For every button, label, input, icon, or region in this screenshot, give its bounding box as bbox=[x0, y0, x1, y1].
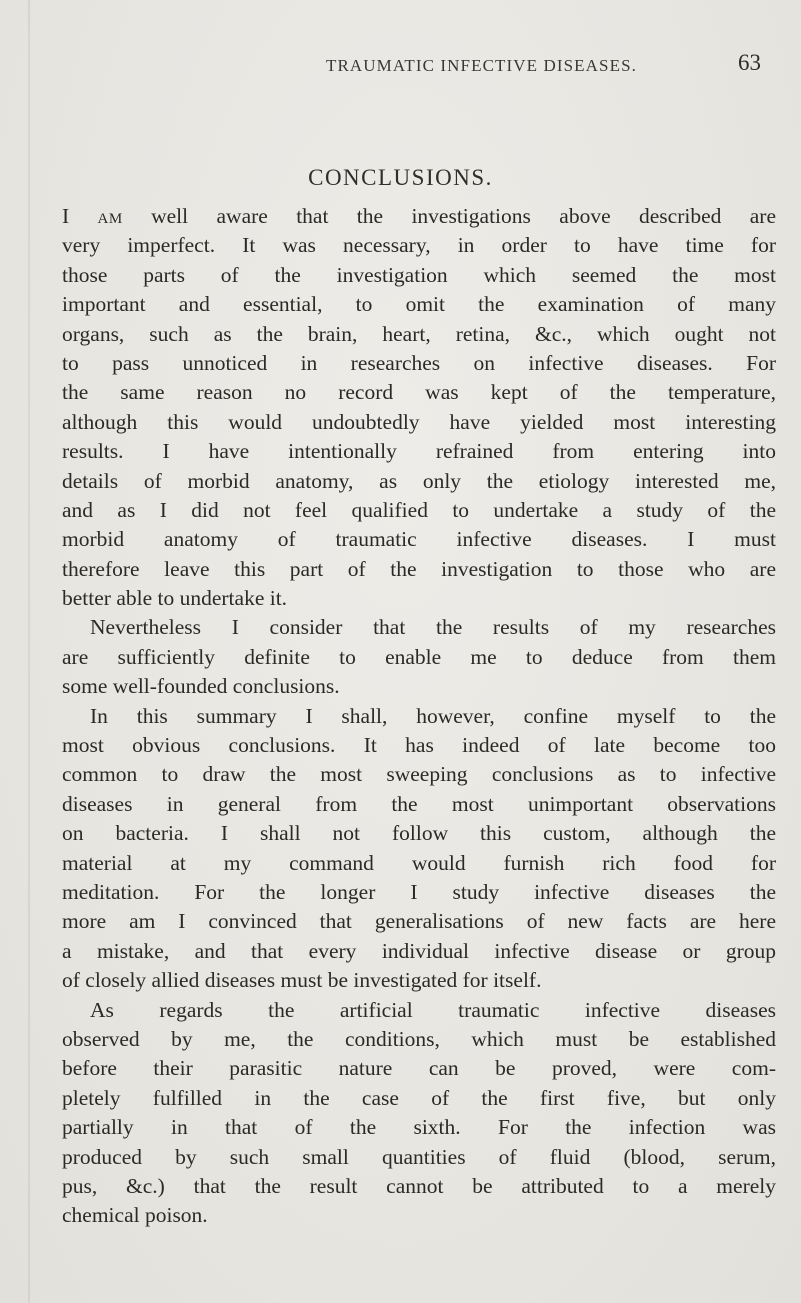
text-line: morbid anatomy of traumatic infective diseases. I must bbox=[62, 527, 776, 552]
line-remainder: well aware that the investigations above described are bbox=[122, 204, 776, 228]
text-line: pus, &c.) that the result cannot be attributed to a merely bbox=[62, 1173, 776, 1198]
paragraph-2 bbox=[62, 613, 776, 701]
text-line: better able to undertake it. bbox=[62, 586, 288, 611]
text-line: before their parasitic nature can be proved, were com- bbox=[62, 1056, 776, 1081]
text-line: of closely allied diseases must be investigated for itself. bbox=[62, 968, 542, 993]
text-line: observed by me, the conditions, which must be established bbox=[62, 1026, 776, 1051]
text-line: organs, such as the brain, heart, retina, &c., which ought not bbox=[62, 321, 776, 346]
text-line: although this would undoubtedly have yielded most interesting bbox=[62, 409, 776, 434]
page-fold-edge bbox=[28, 0, 30, 1303]
page-number: 63 bbox=[738, 50, 761, 75]
text-line: a mistake, and that every individual infective disease or group bbox=[62, 938, 776, 963]
text-line: on bacteria. I shall not follow this custom, although the bbox=[62, 821, 776, 846]
running-head: TRAUMATIC INFECTIVE DISEASES. bbox=[326, 56, 637, 75]
paragraph-3 bbox=[62, 702, 776, 996]
text-line: most obvious conclusions. It has indeed of late become too bbox=[62, 733, 776, 758]
body-text bbox=[62, 202, 776, 1231]
text-line: common to draw the most sweeping conclusions as to infective bbox=[62, 762, 776, 787]
text-line: diseases in general from the most unimportant observations bbox=[62, 791, 776, 816]
text-line: more am I convinced that generalisations of new facts are here bbox=[62, 909, 776, 934]
text-line: partially in that of the sixth. For the infection was bbox=[62, 1115, 776, 1140]
paragraph-4 bbox=[62, 996, 776, 1231]
text-line: are sufficiently definite to enable me to deduce from them bbox=[62, 644, 776, 669]
text-line: and as I did not feel qualified to undertake a study of the bbox=[62, 497, 776, 522]
paragraph-1 bbox=[62, 202, 776, 613]
text-line: therefore leave this part of the investigation to those who are bbox=[62, 556, 776, 581]
text-line: to pass unnoticed in researches on infective diseases. For bbox=[62, 350, 776, 375]
text-line: meditation. For the longer I study infective diseases the bbox=[62, 879, 776, 904]
text-line: pletely fulfilled in the case of the first five, but only bbox=[62, 1085, 776, 1110]
text-line: very imperfect. It was necessary, in order to have time for bbox=[62, 233, 776, 258]
text-line: results. I have intentionally refrained from entering into bbox=[62, 439, 776, 464]
text-line bbox=[62, 202, 776, 231]
text-line: those parts of the investigation which seemed the most bbox=[62, 262, 776, 287]
section-title: CONCLUSIONS. bbox=[308, 165, 493, 190]
text-line: As regards the artificial traumatic infective diseases bbox=[90, 997, 776, 1022]
text-line: chemical poison. bbox=[62, 1203, 208, 1228]
text-line: some well-founded conclusions. bbox=[62, 674, 340, 699]
text-line: the same reason no record was kept of the temperature, bbox=[62, 380, 776, 405]
text-line: details of morbid anatomy, as only the etiology interested me, bbox=[62, 468, 776, 493]
text-line: In this summary I shall, however, confine myself to the bbox=[90, 703, 776, 728]
small-caps-word: am bbox=[97, 204, 123, 228]
drop-word: I bbox=[62, 204, 98, 228]
text-line: produced by such small quantities of fluid (blood, serum, bbox=[62, 1144, 776, 1169]
text-line: material at my command would furnish rich food for bbox=[62, 850, 776, 875]
text-line: important and essential, to omit the examination of many bbox=[62, 292, 776, 317]
text-line: Nevertheless I consider that the results of my researches bbox=[90, 615, 776, 640]
